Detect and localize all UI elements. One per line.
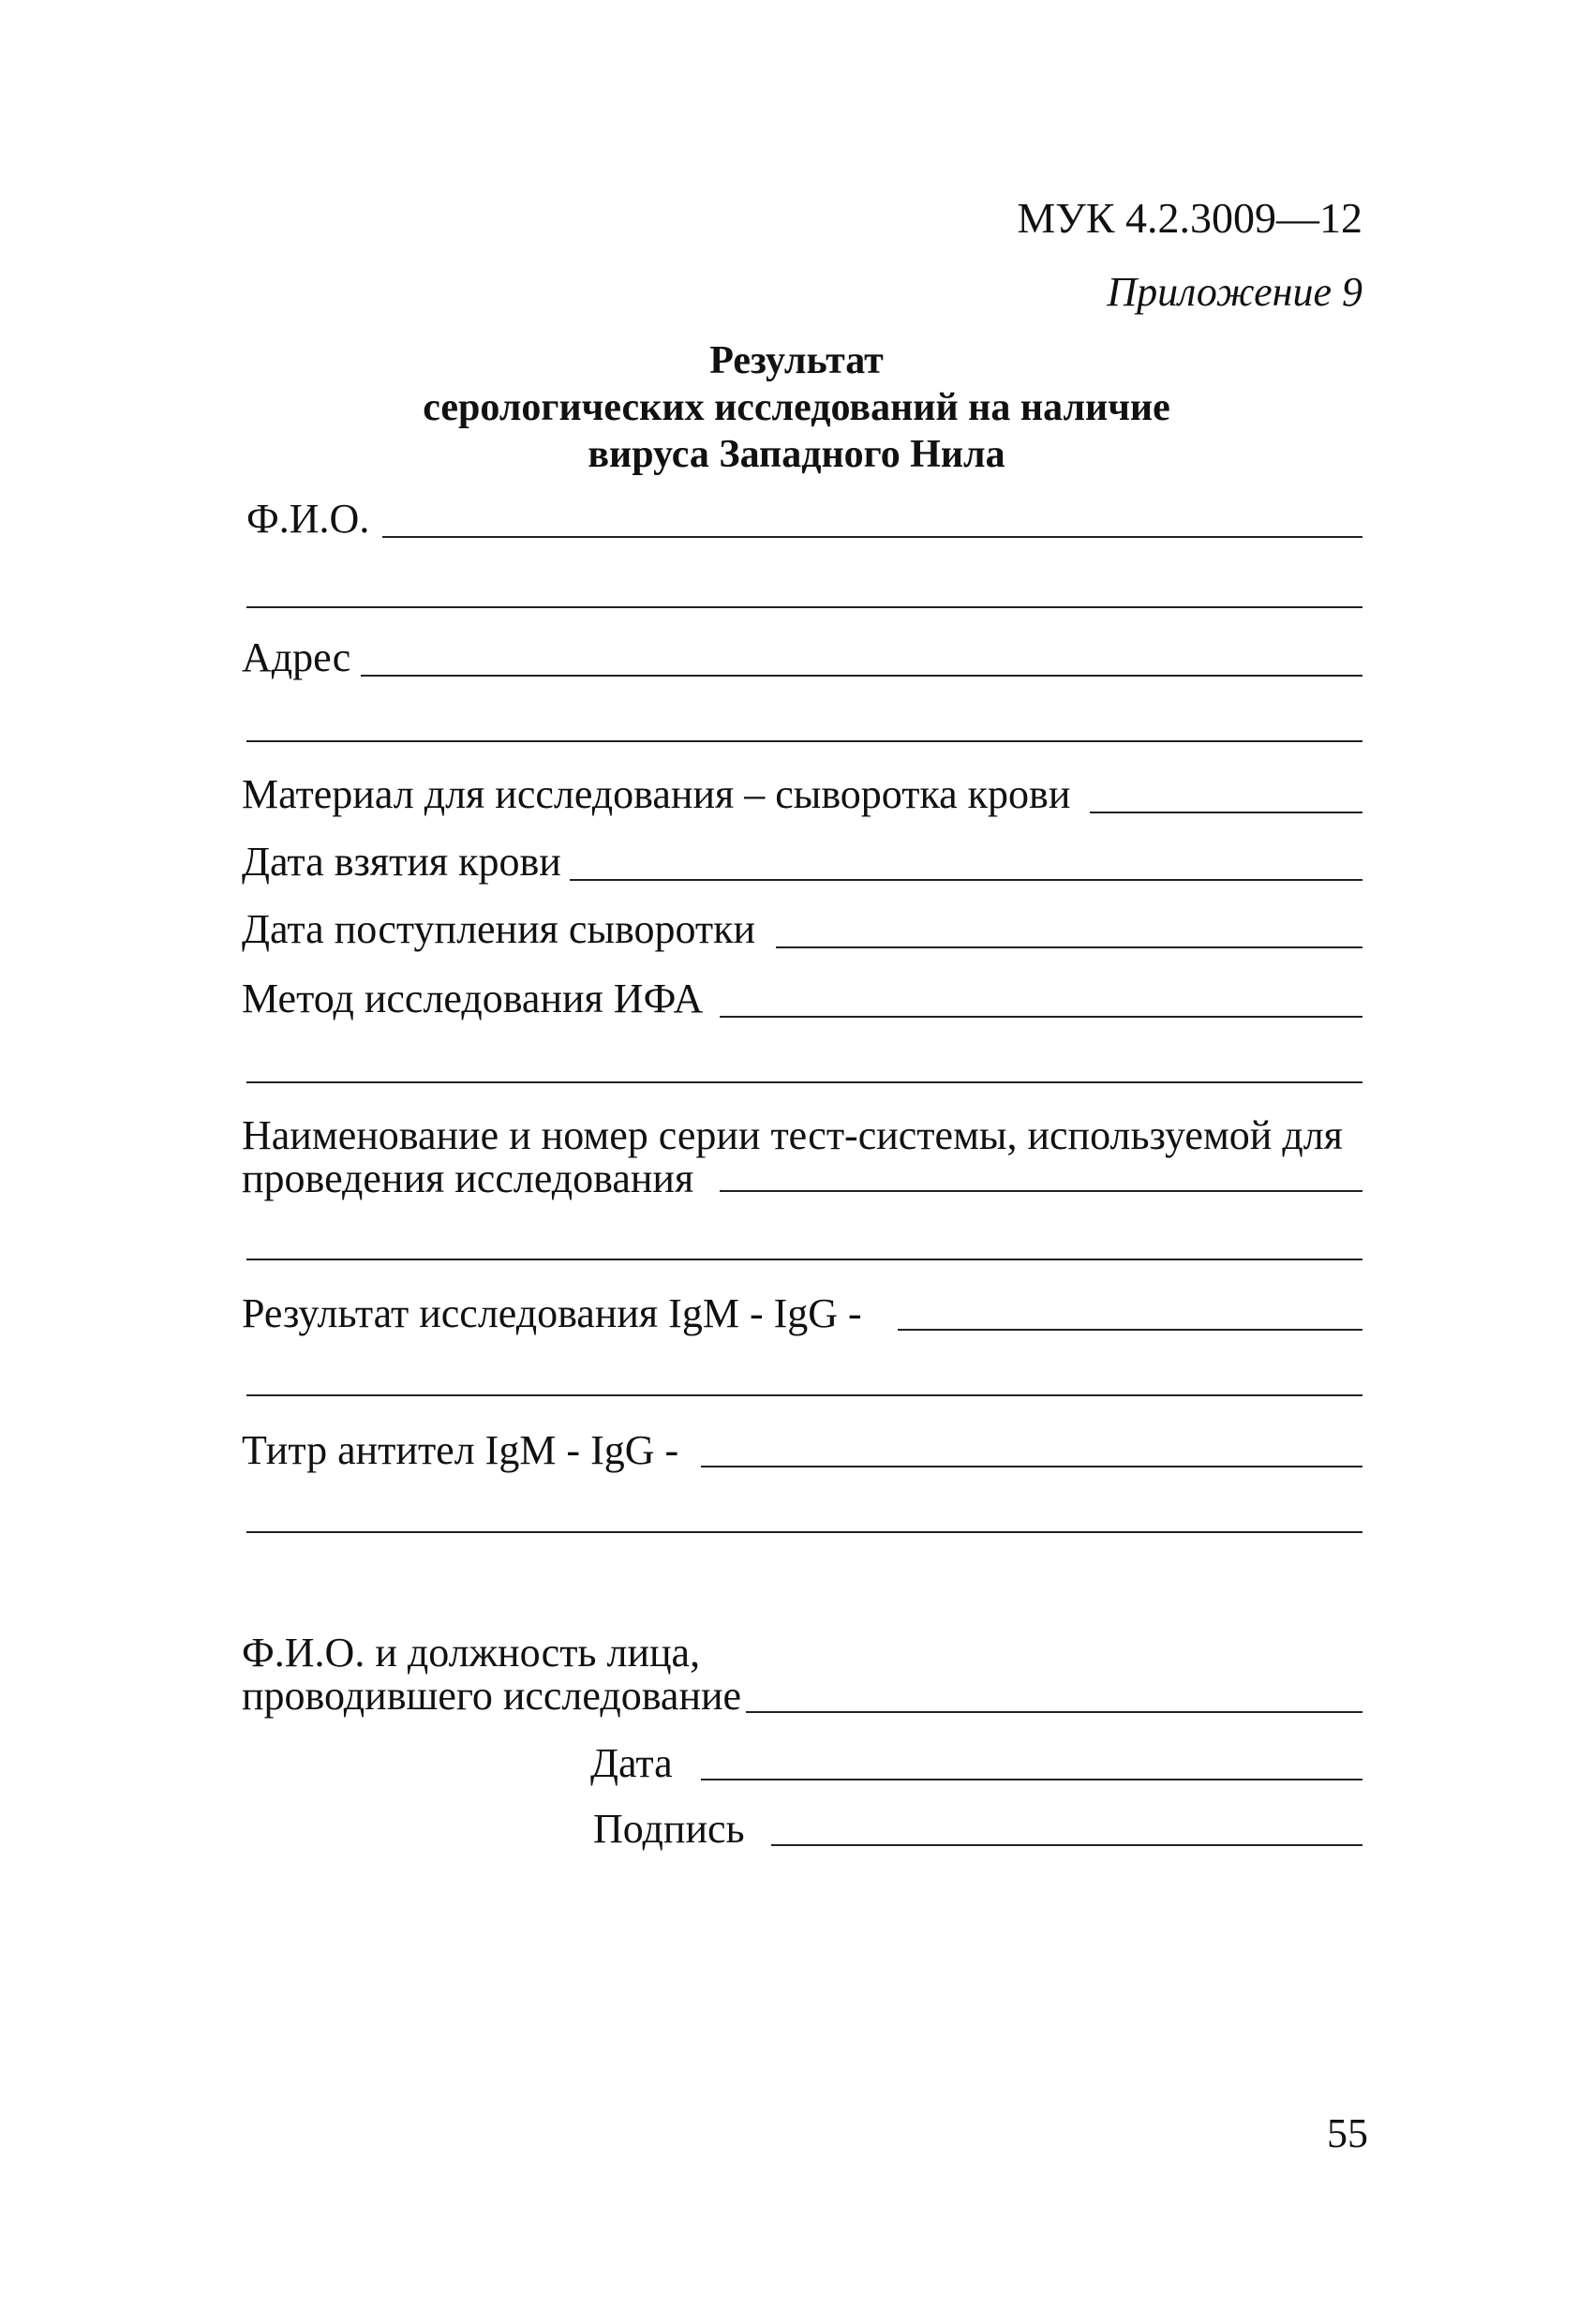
researcher-label-line-2: проводившего исследование <box>242 1673 742 1719</box>
address-field[interactable] <box>361 675 1362 677</box>
serum-date-field[interactable] <box>776 946 1362 948</box>
material-label: Материал для исследования – сыворотка крови <box>242 771 1071 817</box>
testsystem-field-line-2[interactable] <box>246 1259 1362 1260</box>
titer-field[interactable] <box>701 1466 1362 1467</box>
method-field[interactable] <box>720 1016 1362 1018</box>
signature-label: Подпись <box>593 1806 745 1852</box>
testsystem-label-line-1: Наименование и номер серии тест-системы, используемой для <box>242 1112 1343 1158</box>
fio-field[interactable] <box>382 536 1362 538</box>
method-label: Метод исследования ИФА <box>242 976 704 1021</box>
date-field[interactable] <box>701 1779 1362 1780</box>
serum-date-label: Дата поступления сыворотки <box>242 906 756 952</box>
result-field-line-2[interactable] <box>246 1394 1362 1396</box>
researcher-field[interactable] <box>746 1711 1362 1713</box>
testsystem-field[interactable] <box>720 1190 1362 1192</box>
title-line-2: серологических исследований на наличие <box>423 386 1170 429</box>
document-code: МУК 4.2.3009—12 <box>1017 194 1362 242</box>
address-label: Адрес <box>242 634 351 680</box>
document-title <box>0 337 1593 478</box>
material-field[interactable] <box>1090 812 1362 813</box>
fio-field-line-2[interactable] <box>246 606 1362 608</box>
appendix-label: Приложение 9 <box>1107 269 1362 315</box>
page-number: 55 <box>1327 2110 1368 2156</box>
date-label: Дата <box>590 1740 673 1786</box>
titer-label: Титр антител IgM - IgG - <box>242 1427 679 1473</box>
signature-field[interactable] <box>771 1844 1362 1846</box>
result-field[interactable] <box>898 1329 1362 1331</box>
blood-date-label: Дата взятия крови <box>242 839 561 885</box>
blood-date-field[interactable] <box>570 879 1362 881</box>
titer-field-line-2[interactable] <box>246 1531 1362 1533</box>
result-label: Результат исследования IgM - IgG - <box>242 1290 862 1336</box>
fio-label: Ф.И.О. <box>246 496 370 542</box>
address-field-line-2[interactable] <box>246 740 1362 742</box>
researcher-label-line-1: Ф.И.О. и должность лица, <box>242 1630 701 1676</box>
method-field-line-2[interactable] <box>246 1081 1362 1083</box>
testsystem-label-line-2: проведения исследования <box>242 1155 694 1201</box>
title-line-1: Результат <box>709 339 884 382</box>
title-line-3: вируса Западного Нила <box>588 433 1005 476</box>
